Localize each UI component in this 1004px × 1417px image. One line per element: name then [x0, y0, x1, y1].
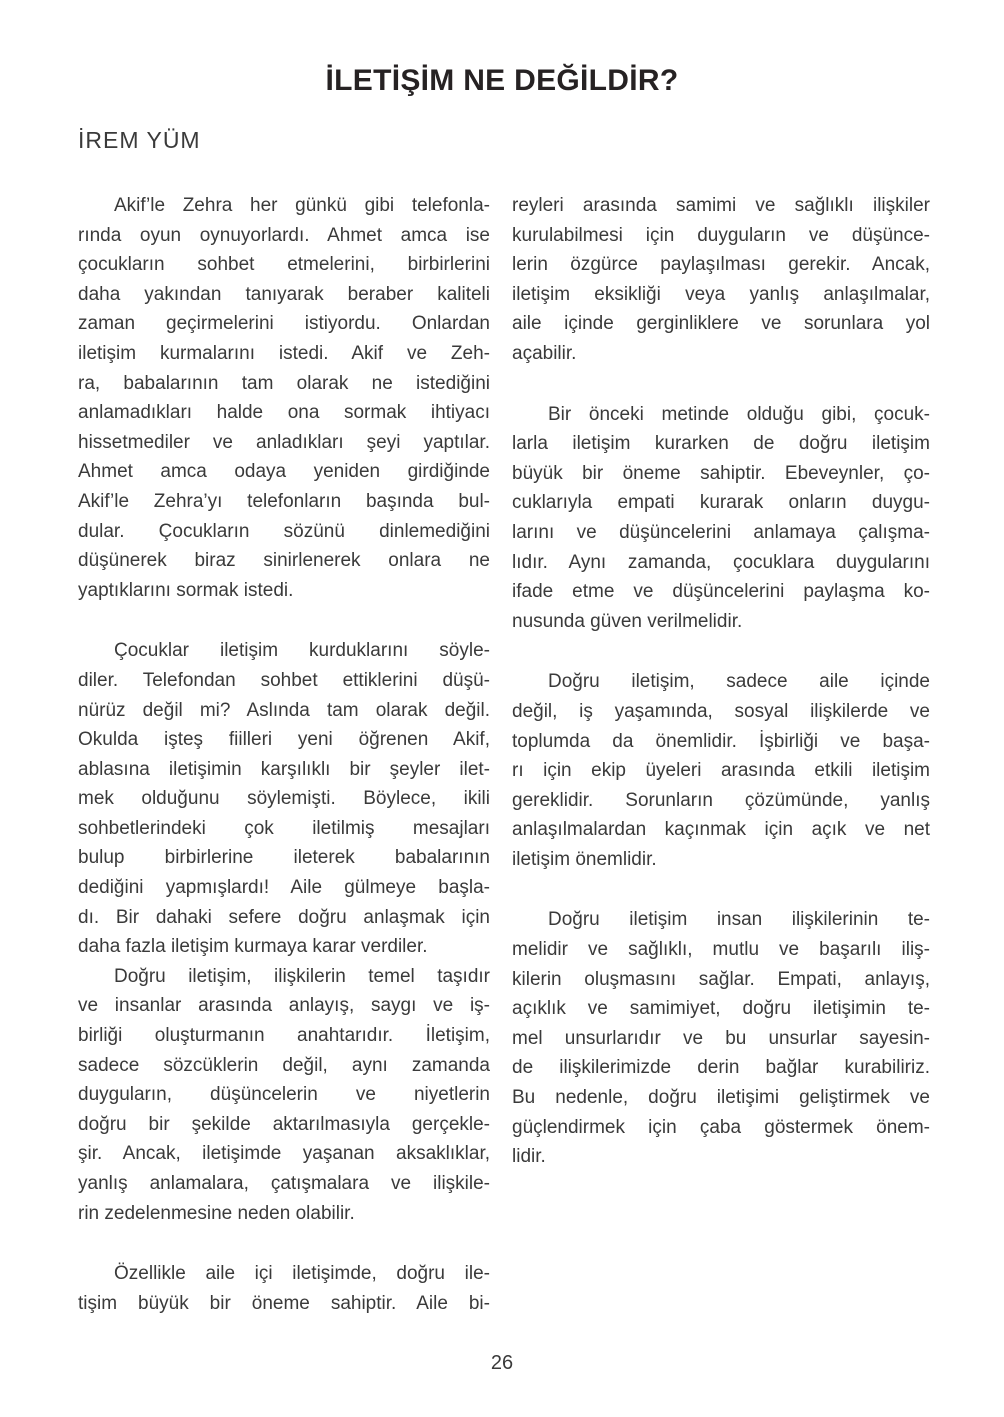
text-line: daha yakından tanıyarak beraber kaliteli [78, 283, 490, 305]
text-line: ablasına iletişimin karşılıklı bir şeyler ilet- [78, 758, 490, 780]
text-line: ra, babalarının tam olarak ne istediğini [78, 372, 490, 394]
paragraph [512, 191, 930, 369]
text-line: Akif’le Zehra’yı telefonların başında bul- [78, 490, 490, 512]
paragraph [78, 962, 490, 1228]
text-line: melidir ve sağlıklı, mutlu ve başarılı iliş- [512, 939, 930, 961]
text-line: düşünerek biraz sinirlenerek onlara ne [78, 550, 490, 572]
text-line: kilerin oluşmasını sağlar. Empati, anlayış, [512, 968, 930, 990]
text-line: duyguların, düşüncelerin ve niyetlerin [78, 1084, 490, 1106]
text-line: iletişim önemlidir. [512, 848, 657, 870]
author-name: İREM YÜM [78, 127, 201, 153]
text-line: dı. Bir dahaki sefere doğru anlaşmak için [78, 906, 490, 928]
text-line: iletişim kurmalarını istedi. Akif ve Zeh- [78, 342, 490, 364]
text-line: çocukların sohbet etmelerini, birbirlerini [78, 254, 490, 276]
text-line: mek olduğunu söylemişti. Böylece, ikili [78, 788, 490, 810]
right-column [512, 191, 930, 1172]
text-line: şir. Ancak, iletişimde yaşanan aksaklıklar, [78, 1143, 490, 1165]
paragraph [78, 636, 490, 962]
text-line: rin zedelenmesine neden olabilir. [78, 1202, 355, 1224]
text-line: aile içinde gerginliklere ve sorunlara yol [512, 313, 930, 335]
text-line: açıklık ve samimiyet, doğru iletişimin te- [512, 998, 930, 1020]
text-line: dediğini yapmışlardı! Aile gülmeye başla- [78, 877, 490, 899]
page-number: 26 [490, 1352, 514, 1374]
text-line: rında oyun oynuyorlardı. Ahmet amca ise [78, 224, 490, 246]
text-line: lidir. [512, 1146, 546, 1168]
text-line: açabilir. [512, 342, 577, 364]
text-line: mel unsurlarıdır ve bu unsurlar sayesin- [512, 1027, 930, 1049]
text-line: lıdır. Aynı zamanda, çocuklara duygularını [512, 551, 930, 573]
text-line: nusunda güven verilmelidir. [512, 610, 743, 632]
text-line: ifade etme ve düşüncelerini paylaşma ko- [512, 581, 930, 603]
paragraph [512, 667, 930, 874]
text-line: Akif’le Zehra her günkü gibi telefonla- [114, 195, 490, 216]
page-title: İLETİŞİM NE DEĞİLDİR? [325, 64, 679, 97]
text-line: Çocuklar iletişim kurduklarını söyle- [114, 640, 490, 662]
text-line: ve insanlar arasında anlayış, saygı ve iş- [78, 995, 490, 1017]
text-line: yaptıklarını sormak istedi. [78, 579, 294, 601]
text-line: doğru bir şekilde aktarılmasıyla gerçekle- [78, 1113, 490, 1135]
text-line: anlaşılmalardan kaçınmak için açık ve net [512, 819, 930, 841]
text-line: büyük bir öneme sahiptir. Ebeveynler, ço- [512, 462, 930, 484]
paragraph [78, 1259, 490, 1318]
left-column [78, 191, 490, 1318]
text-line: dular. Çocukların sözünü dinlemediğini [78, 520, 490, 542]
text-line: güçlendirmek için çaba göstermek önem- [512, 1116, 930, 1138]
text-line: gereklidir. Sorunların çözümünde, yanlış [512, 789, 930, 811]
text-line: larını ve düşüncelerini anlamaya çalışma- [512, 521, 930, 543]
text-line: toplumda da önemlidir. İşbirliği ve başa- [512, 730, 930, 752]
text-line: lerin özgürce paylaşılması gerekir. Ancak, [512, 254, 930, 276]
text-line: kurulabilmesi için duyguların ve düşünce- [512, 224, 930, 246]
text-line: değil, iş yaşamında, sosyal ilişkilerde ve [512, 700, 930, 722]
text-line: hissetmediler ve anladıkları şeyi yaptılar. [78, 431, 490, 453]
text-line: Okulda işteş fiilleri yeni öğrenen Akif, [78, 729, 490, 751]
text-line: bulup birbirlerine ileterek babalarının [78, 847, 490, 869]
text-line: larla iletişim kurarken de doğru iletişim [512, 433, 930, 455]
text-line: reyleri arasında samimi ve sağlıklı ilişkiler [512, 195, 930, 216]
text-line: daha fazla iletişim kurmaya karar verdiler. [78, 936, 428, 958]
paragraph [512, 400, 930, 637]
text-line: sohbetlerindeki çok iletilmiş mesajları [78, 817, 490, 839]
text-line: anlamadıkları halde ona sormak ihtiyacı [78, 402, 490, 424]
text-line: cuklarıyla empati kurarak onların duygu- [512, 492, 930, 514]
text-line: yanlış anlamalara, çatışmalara ve ilişkile- [78, 1173, 490, 1194]
text-line: nürüz değil mi? Aslında tam olarak değil. [78, 699, 490, 721]
paragraph [78, 191, 490, 605]
text-line: tişim büyük bir öneme sahiptir. Aile bi- [78, 1292, 490, 1314]
text-line: diler. Telefondan sohbet ettiklerini düşü- [78, 669, 490, 691]
text-line: birliği oluşturmanın anahtarıdır. İletişim, [78, 1025, 490, 1047]
text-line: iletişim eksikliği veya yanlış anlaşılmalar, [512, 283, 930, 305]
text-line: Ahmet amca odaya yeniden girdiğinde [78, 461, 490, 483]
text-line: sadece sözcüklerin değil, aynı zamanda [78, 1054, 490, 1076]
paragraph [512, 905, 930, 1171]
text-line: Doğru iletişim insan ilişkilerinin te- [548, 909, 930, 931]
text-line: zaman geçirmelerini istiyordu. Onlardan [78, 313, 490, 335]
text-line: Bu nedenle, doğru iletişimi geliştirmek ve [512, 1087, 930, 1109]
text-line: Bir önceki metinde olduğu gibi, çocuk- [548, 403, 930, 425]
text-line: Özellikle aile içi iletişimde, doğru ile- [114, 1263, 490, 1285]
text-line: de ilişkilerimizde derin bağlar kurabiliriz. [512, 1057, 930, 1079]
text-line: rı için ekip üyeleri arasında etkili iletişim [512, 760, 930, 782]
text-line: Doğru iletişim, sadece aile içinde [548, 671, 930, 693]
text-line: Doğru iletişim, ilişkilerin temel taşıdır [114, 965, 490, 987]
